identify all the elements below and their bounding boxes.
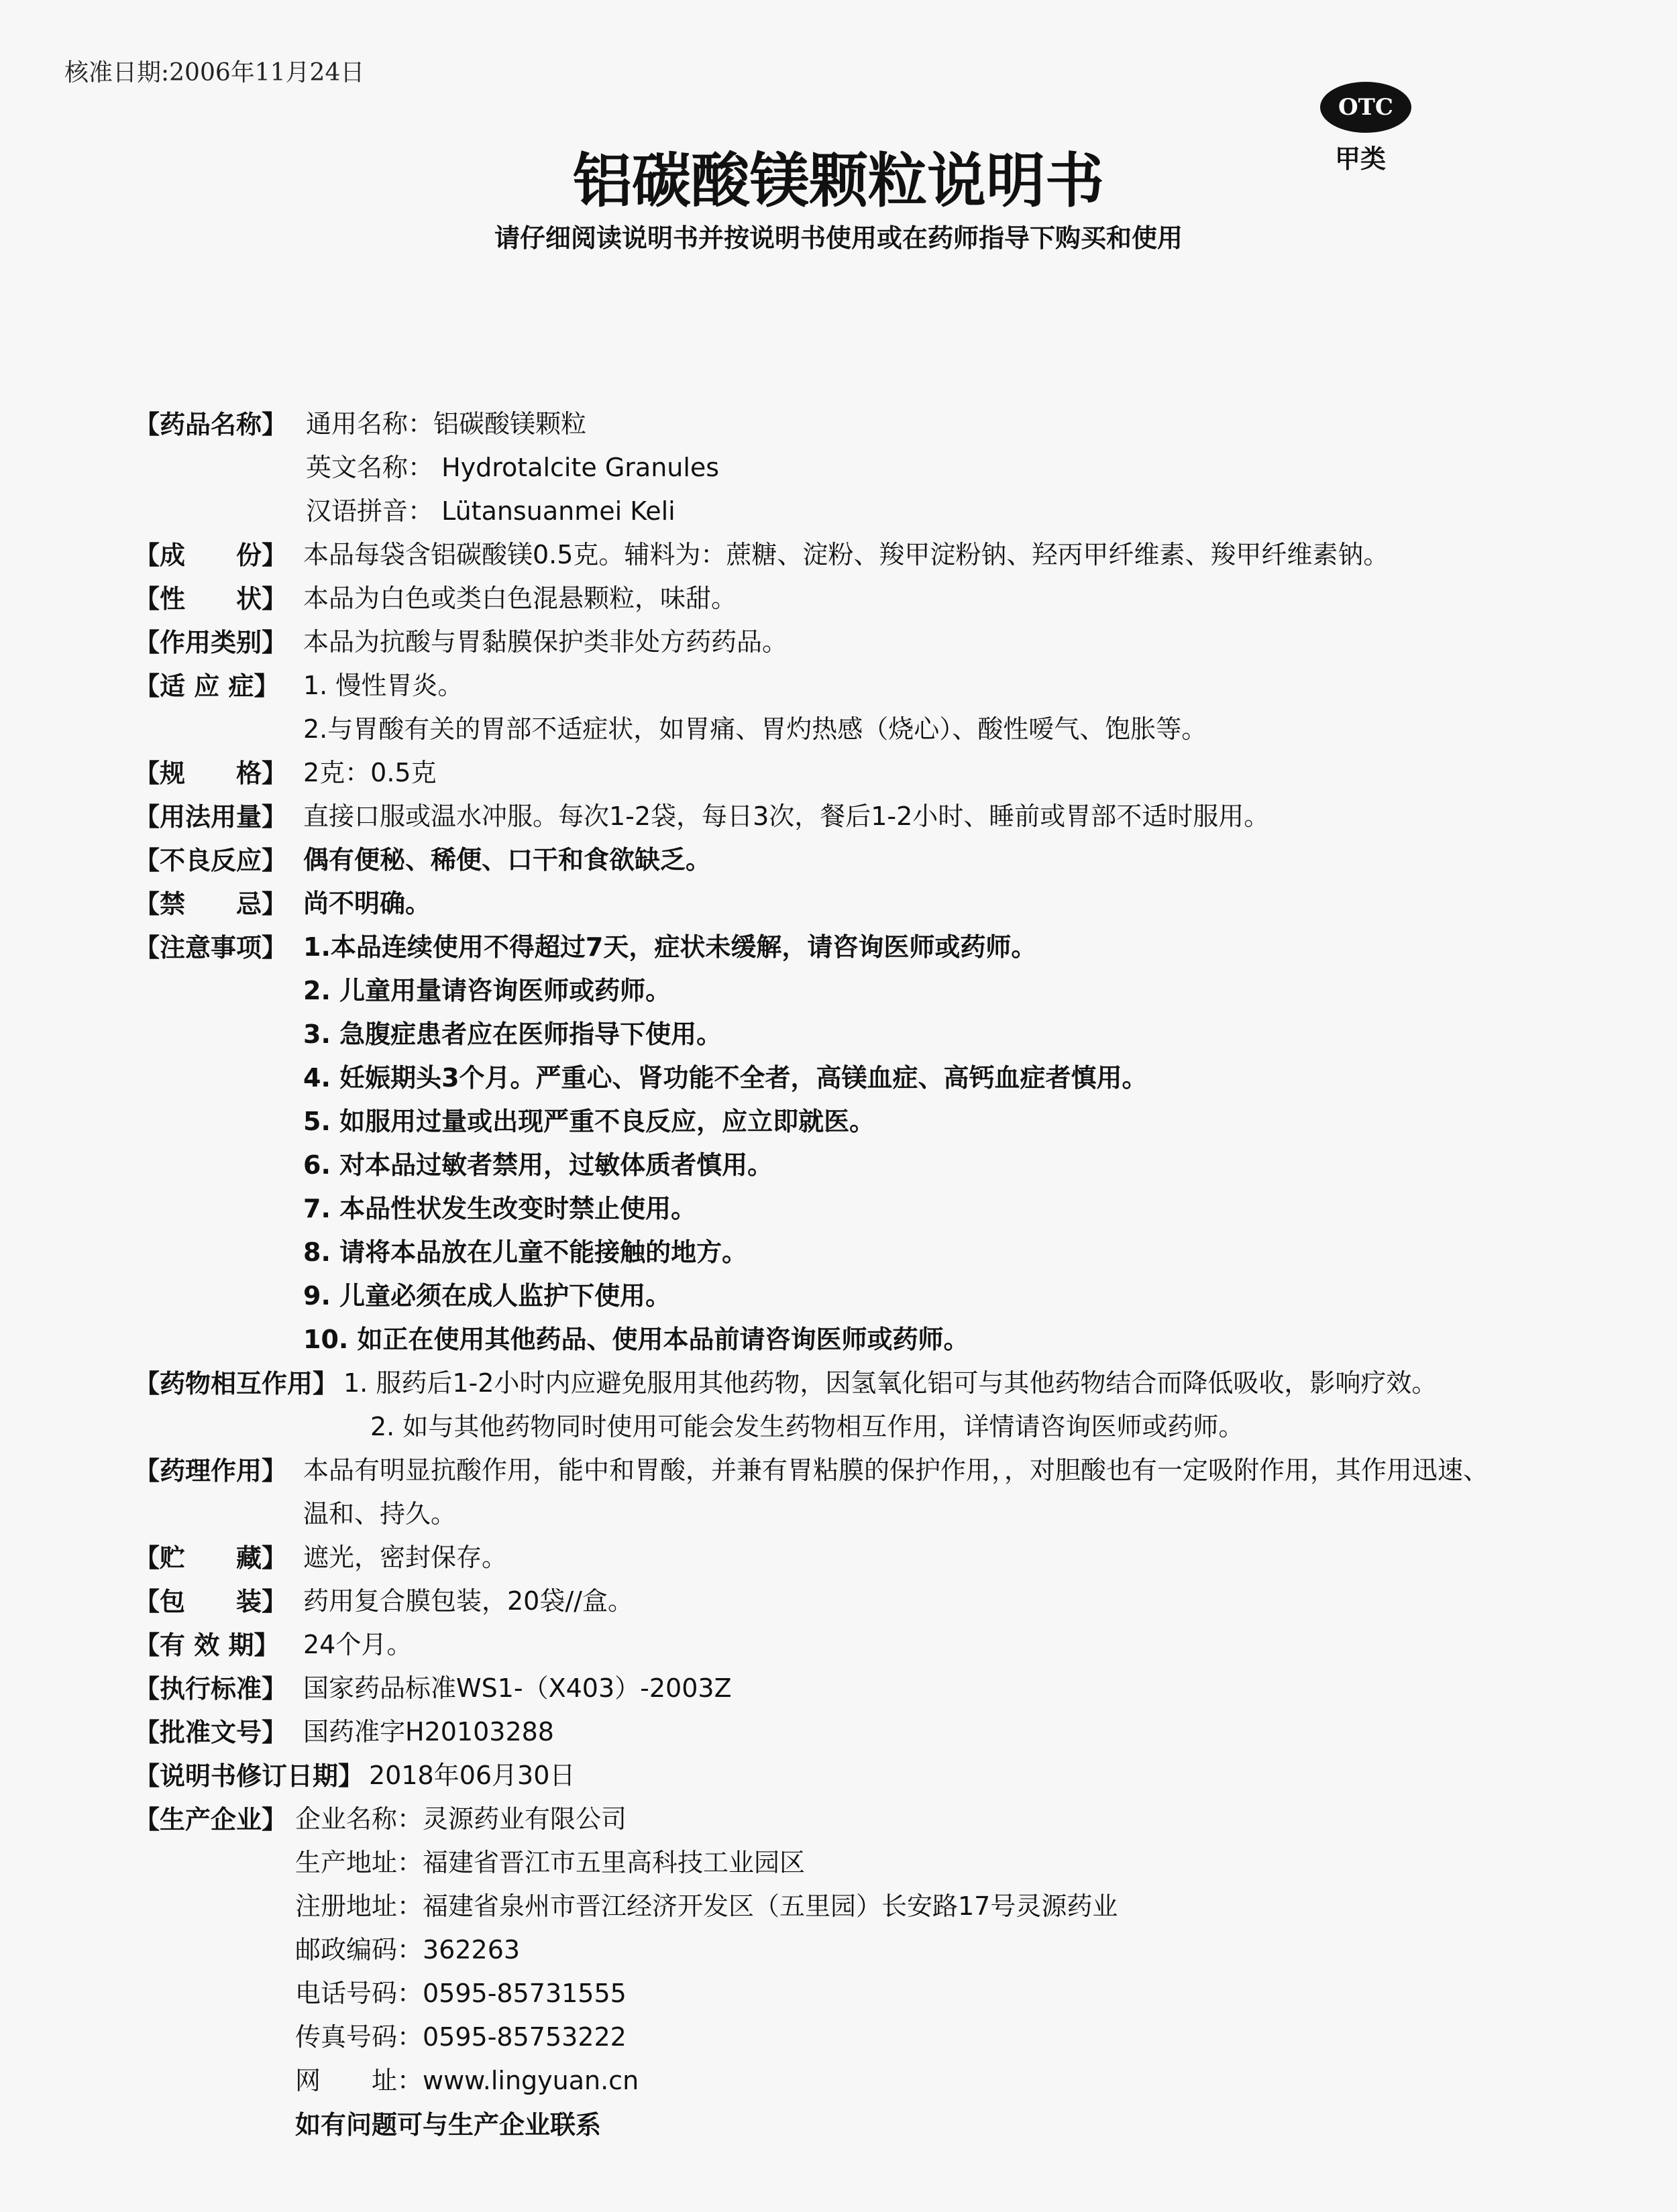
- approval-date: 核准日期:2006年11月24日: [64, 59, 365, 87]
- section-label: 【执行标准】: [134, 1673, 288, 1704]
- section-value: 直接口服或温水冲服。每次1-2袋，每日3次，餐后1-2小时、睡前或胃部不适时服用。: [303, 801, 1270, 831]
- website: 网 址：www.lingyuan.cn: [295, 2066, 639, 2095]
- section-description: [134, 577, 1610, 620]
- section-value: 国家药品标准WS1-（X403）-2003Z: [303, 1673, 732, 1703]
- precaution-item: 1.本品连续使用不得超过7天，症状未缓解，请咨询医师或药师。: [303, 932, 1037, 962]
- precaution-item: 7. 本品性状发生改变时禁止使用。: [303, 1194, 697, 1223]
- section-contraindications: [134, 882, 1610, 926]
- section-validity: [134, 1623, 1610, 1667]
- document-subtitle: 请仔细阅读说明书并按说明书使用或在药师指导下购买和使用: [494, 223, 1183, 253]
- precaution-item: 6. 对本品过敏者禁用，过敏体质者慎用。: [303, 1150, 773, 1180]
- precaution-item: 8. 请将本品放在儿童不能接触的地方。: [303, 1237, 748, 1267]
- section-precautions: [134, 926, 1610, 1362]
- section-label: 【规 格】: [134, 758, 288, 788]
- section-approval-number: [134, 1710, 1610, 1754]
- section-label: 【批准文号】: [134, 1717, 288, 1747]
- section-standard: [134, 1667, 1610, 1710]
- section-value: 尚不明确。: [303, 889, 431, 918]
- section-indications: [134, 664, 1610, 751]
- pinyin-name: 汉语拼音： Lütansuanmei Keli: [306, 496, 675, 526]
- section-category: [134, 620, 1610, 664]
- fax-number: 传真号码：0595-85753222: [295, 2022, 627, 2052]
- registered-address: 注册地址：福建省泉州市晋江经济开发区（五里园）长安路17号灵源药业: [295, 1891, 1118, 1921]
- pharmacology-text: 本品有明显抗酸作用，能中和胃酸，并兼有胃粘膜的保护作用，，对胆酸也有一定吸附作用，其作用迅速、: [303, 1455, 1489, 1485]
- section-label: 【适 应 症】: [134, 671, 280, 701]
- section-storage: [134, 1536, 1610, 1580]
- section-label: 【成 份】: [134, 540, 288, 570]
- section-value: 偶有便秘、稀便、口干和食欲缺乏。: [303, 845, 712, 875]
- section-value: 2克：0.5克: [303, 758, 437, 787]
- english-name: 英文名称： Hydrotalcite Granules: [306, 453, 720, 482]
- interaction-item: 1. 服药后1-2小时内应避免服用其他药物，因氢氧化铝可与其他药物结合而降低吸收，影响疗效。: [343, 1368, 1438, 1398]
- section-value: 24个月。: [303, 1630, 413, 1659]
- section-label: 【性 状】: [134, 584, 288, 614]
- precaution-item: 5. 如服用过量或出现严重不良反应，应立即就医。: [303, 1107, 875, 1136]
- indication-item: 1. 慢性胃炎。: [303, 671, 464, 700]
- section-value: 本品为白色或类白色混悬颗粒，味甜。: [303, 584, 737, 613]
- section-value: 2018年06月30日: [369, 1761, 576, 1790]
- otc-badge: OTC: [1320, 82, 1411, 133]
- section-label: 【药理作用】: [134, 1455, 288, 1486]
- postal-code: 邮政编码：362263: [295, 1935, 521, 1965]
- section-drug-name: [134, 402, 1610, 533]
- section-adverse-reactions: [134, 838, 1610, 882]
- interaction-item: 2. 如与其他药物同时使用可能会发生药物相互作用，详情请咨询医师或药师。: [370, 1412, 1244, 1441]
- section-label: 【有 效 期】: [134, 1630, 280, 1660]
- section-value: 本品为抗酸与胃黏膜保护类非处方药药品。: [303, 627, 788, 657]
- section-revision-date: [134, 1754, 1610, 1798]
- contact-note: 如有问题可与生产企业联系: [295, 2109, 602, 2140]
- section-interactions: [134, 1362, 1610, 1449]
- section-value: 药用复合膜包装，20袋//盒。: [303, 1586, 633, 1616]
- section-label: 【贮 藏】: [134, 1543, 288, 1573]
- precaution-item: 3. 急腹症患者应在医师指导下使用。: [303, 1019, 722, 1049]
- section-package: [134, 1580, 1610, 1623]
- company-name: 企业名称：灵源药业有限公司: [295, 1804, 627, 1834]
- section-label: 【生产企业】: [134, 1804, 288, 1834]
- section-dosage: [134, 795, 1610, 838]
- section-value: 遮光，密封保存。: [303, 1543, 508, 1572]
- phone-number: 电话号码：0595-85731555: [295, 1979, 627, 2008]
- section-pharmacology: [134, 1449, 1610, 1536]
- otc-class-label: 甲类: [1335, 144, 1387, 174]
- leaflet-content: [134, 402, 1610, 2146]
- section-composition: [134, 533, 1610, 577]
- section-label: 【包 装】: [134, 1586, 288, 1616]
- precaution-item: 10. 如正在使用其他药品、使用本品前请咨询医师或药师。: [303, 1325, 969, 1354]
- section-label: 【药品名称】: [134, 409, 288, 439]
- section-value: 国药准字H20103288: [303, 1717, 554, 1747]
- pharmacology-text: 温和、持久。: [303, 1499, 457, 1529]
- section-label: 【作用类别】: [134, 627, 288, 657]
- section-label: 【不良反应】: [134, 845, 288, 875]
- precaution-item: 9. 儿童必须在成人监护下使用。: [303, 1281, 671, 1311]
- production-address: 生产地址：福建省晋江市五里高科技工业园区: [295, 1848, 806, 1877]
- section-label: 【药物相互作用】: [134, 1368, 339, 1398]
- section-manufacturer: [134, 1798, 1610, 2146]
- section-label: 【禁 忌】: [134, 889, 288, 919]
- section-specification: [134, 751, 1610, 795]
- document-title: 铝碳酸镁颗粒说明书: [572, 146, 1104, 215]
- indication-item: 2.与胃酸有关的胃部不适症状，如胃痛、胃灼热感（烧心）、酸性嗳气、饱胀等。: [303, 714, 1207, 744]
- precaution-item: 2. 儿童用量请咨询医师或药师。: [303, 976, 671, 1005]
- section-value: 本品每袋含铝碳酸镁0.5克。辅料为：蔗糖、淀粉、羧甲淀粉钠、羟丙甲纤维素、羧甲纤维素钠。: [303, 540, 1389, 569]
- precaution-item: 4. 妊娠期头3个月。严重心、肾功能不全者，高镁血症、高钙血症者慎用。: [303, 1063, 1148, 1093]
- section-label: 【说明书修订日期】: [134, 1761, 364, 1791]
- generic-name: 通用名称：铝碳酸镁颗粒: [306, 409, 587, 439]
- section-label: 【用法用量】: [134, 801, 288, 832]
- section-label: 【注意事项】: [134, 932, 288, 962]
